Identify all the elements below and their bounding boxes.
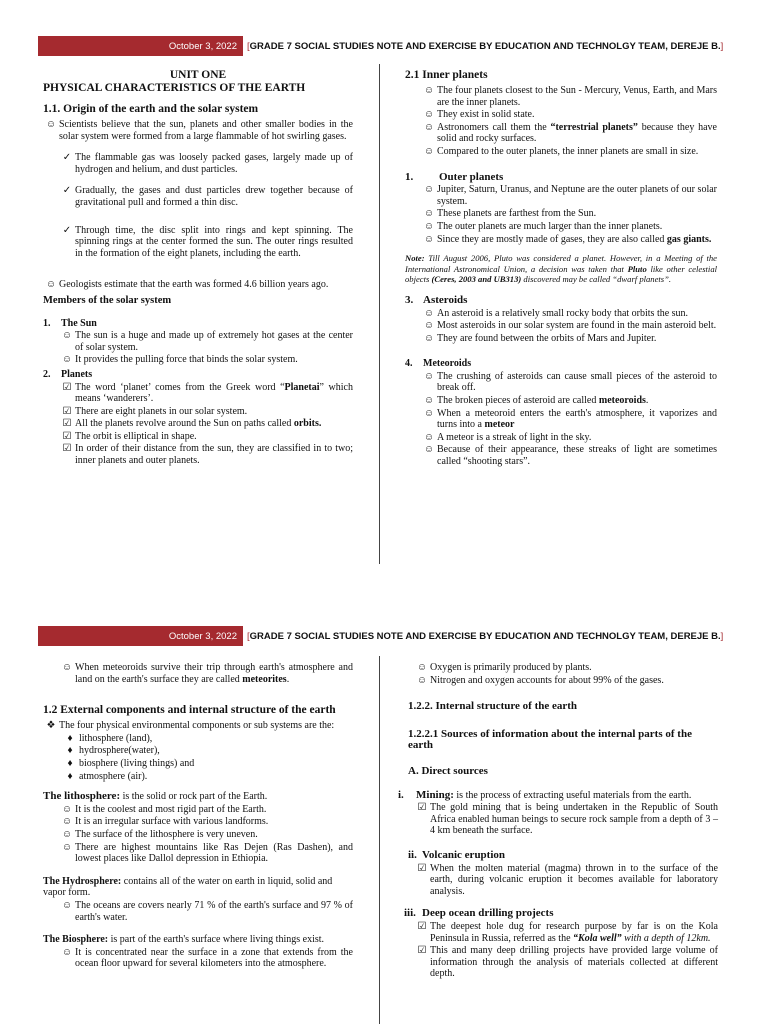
smiley-bullet-icon: ☺ — [61, 946, 73, 958]
smiley-bullet-icon: ☺ — [61, 354, 73, 366]
list-item: ☺ These planets are farthest from the Sun. — [405, 208, 717, 220]
list-item: ♦ biosphere (living things) and — [43, 758, 353, 770]
list-item: ☺ Most asteroids in our solar system are found in the main asteroid belt. — [405, 320, 717, 332]
list-item: ☺ Jupiter, Saturn, Uranus, and Neptune are the outer planets of our solar system. — [405, 184, 717, 207]
checkmark-bullet-icon: ✓ — [62, 224, 72, 236]
header-close-bracket: ] — [720, 40, 724, 52]
header-open-bracket: [ — [247, 630, 250, 642]
page1-left-column — [43, 69, 353, 468]
column-divider — [379, 656, 380, 1024]
smiley-bullet-icon: ☺ — [416, 662, 428, 673]
section-1-1-heading: 1.1. Origin of the earth and the solar system — [43, 103, 259, 115]
smiley-bullet-icon: ☺ — [423, 109, 435, 121]
numbered-heading-sun: 1. The Sun — [43, 317, 97, 329]
list-item: ☺ It is an irregular surface with various landforms. — [43, 816, 353, 828]
list-item: ☺ Oxygen is primarily produced by plants. — [398, 662, 718, 674]
smiley-bullet-icon: ☺ — [61, 803, 73, 815]
list-item: ✓ The flammable gas was loosely packed gases, largely made up of hydrogen and helium, and dust particles. — [43, 152, 353, 175]
list-item: ☑ The word ‘planet’ comes from the Greek word “Planetai” which means ‘wanderers’. — [43, 382, 353, 405]
direct-sources-heading: A. Direct sources — [408, 764, 488, 777]
list-item: ☺ Because of their appearance, these streaks of light are sometimes called “shooting stars”. — [405, 444, 717, 467]
checkbox-bullet-icon: ☑ — [417, 862, 427, 874]
list-item: ☑ All the planets revolve around the Sun on paths called orbits. — [43, 418, 353, 430]
pluto-note: Note: Till August 2006, Pluto was considered a planet. However, in a Meeting of the International Astronomical Union, a decision was taken that Pluto like other celestial objects (Ceres, 2003 and UB313) discovered may be called “dwarf planets”. — [405, 253, 718, 285]
list-item: ☑ The deepest hole dug for research purpose by far is on the Kola Peninsula in Russia, referred as the “Kola well” with a depth of 12km. — [398, 921, 718, 944]
list-item: ☺ It is concentrated near the surface in a zone that extends from the ocean floor upward for several kilometers into the atmosphere. — [43, 947, 353, 970]
smiley-bullet-icon: ☺ — [423, 395, 435, 407]
list-item: ☺ Scientists believe that the sun, planets and other smaller bodies in the solar system were formed from a large flammable of hot swirling gases. — [43, 119, 353, 142]
smiley-bullet-icon: ☺ — [423, 220, 435, 232]
unit-title: PHYSICAL CHARACTERISTICS OF THE EARTH — [43, 82, 306, 94]
list-item: ☺ A meteor is a streak of light in the sky. — [405, 432, 717, 444]
smiley-bullet-icon: ☺ — [423, 332, 435, 344]
smiley-bullet-icon: ☺ — [423, 208, 435, 220]
list-item: ☺ When meteoroids survive their trip through earth's atmosphere and land on the earth's surface they are called meteorites. — [43, 662, 353, 685]
drop-bullet-icon: ♦ — [67, 757, 73, 769]
smiley-bullet-icon: ☺ — [423, 307, 435, 319]
list-item: ☺ They are found between the orbits of Mars and Jupiter. — [405, 333, 717, 345]
list-item: ☑ In order of their distance from the sun, they are classified in to two; inner planets and outer planets. — [43, 443, 353, 466]
inner-planets-heading: 2.1 Inner planets — [405, 69, 488, 81]
section-1-2-heading: 1.2 External components and internal structure of the earth — [43, 704, 336, 717]
numbered-heading-meteoroids: 4. Meteoroids — [405, 358, 472, 370]
list-item: ☑ There are eight planets in our solar system. — [43, 406, 353, 418]
section-1-2-2-1-heading: 1.2.2.1 Sources of information about the internal parts of the earth — [408, 727, 692, 752]
header-title — [243, 626, 730, 646]
numbered-heading-planets: 2. Planets — [43, 368, 93, 380]
drilling-heading: iii. Deep ocean drilling projects — [404, 907, 554, 920]
smiley-bullet-icon: ☺ — [423, 320, 435, 332]
checkbox-bullet-icon: ☑ — [62, 405, 72, 417]
list-item: ☺ The crushing of asteroids can cause small pieces of the asteroid to break off. — [405, 371, 717, 394]
header-title-text: GRADE 7 SOCIAL STUDIES NOTE AND EXERCISE BY EDUCATION AND TECHNOLGY TEAM, DEREJE B. — [249, 40, 721, 52]
checkbox-bullet-icon: ☑ — [417, 802, 427, 814]
smiley-bullet-icon: ☺ — [61, 841, 73, 853]
hydrosphere-paragraph: The Hydrosphere: contains all of the water on earth in liquid, solid and vapor form. — [43, 875, 333, 899]
smiley-bullet-icon: ☺ — [416, 674, 428, 686]
list-item: ☺ Nitrogen and oxygen accounts for about 99% of the gases. — [398, 675, 718, 687]
header-date: October 3, 2022 — [38, 36, 243, 56]
smiley-bullet-icon: ☺ — [423, 444, 435, 456]
list-item: ☺ The outer planets are much larger than the inner planets. — [405, 221, 717, 233]
checkmark-bullet-icon: ✓ — [62, 185, 72, 197]
list-item: ☺ There are highest mountains like Ras Dejen (Ras Dashen), and lowest places like Dallol depression in Ethiopia. — [43, 842, 353, 865]
biosphere-paragraph: The Biosphere: is part of the earth's surface where living things exist. — [43, 934, 325, 946]
list-item: ☺ It is the coolest and most rigid part of the Earth. — [43, 804, 353, 816]
drop-bullet-icon: ♦ — [67, 770, 73, 782]
list-item: ☺ Compared to the outer planets, the inner planets are small in size. — [405, 146, 717, 158]
page-2 — [0, 626, 768, 1024]
list-item: ♦ atmosphere (air). — [43, 771, 353, 783]
smiley-bullet-icon: ☺ — [423, 370, 435, 382]
list-item: ☺ The sun is a huge and made up of extremely hot gases at the center of solar system. — [43, 330, 353, 353]
diamond-bullet-icon: ❖ — [46, 720, 56, 732]
list-item: ☺ Astronomers call them the “terrestrial planets” because they have solid and rocky surfaces. — [405, 122, 717, 145]
header-title-text: GRADE 7 SOCIAL STUDIES NOTE AND EXERCISE BY EDUCATION AND TECHNOLGY TEAM, DEREJE B. — [249, 630, 721, 642]
checkbox-bullet-icon: ☑ — [417, 945, 427, 957]
list-item: ☑ The orbit is elliptical in shape. — [43, 431, 353, 443]
list-item: ❖ The four physical environmental components or sub systems are the: — [43, 720, 353, 732]
page-header — [38, 36, 730, 56]
column-divider — [379, 64, 380, 564]
drop-bullet-icon: ♦ — [67, 745, 73, 757]
smiley-bullet-icon: ☺ — [61, 899, 73, 911]
lithosphere-paragraph: The lithosphere: is the solid or rock part of the Earth. — [43, 790, 268, 803]
list-item: ♦ lithosphere (land), — [43, 733, 353, 745]
checkbox-bullet-icon: ☑ — [417, 920, 427, 932]
list-item: ☺ The surface of the lithosphere is very uneven. — [43, 829, 353, 841]
smiley-bullet-icon: ☺ — [423, 184, 435, 196]
list-item: ✓ Gradually, the gases and dust particles drew together because of gravitational pull and formed a thin disc. — [43, 185, 353, 208]
smiley-bullet-icon: ☺ — [61, 662, 73, 673]
checkmark-bullet-icon: ✓ — [62, 152, 72, 164]
numbered-heading-asteroids: 3. Asteroids — [405, 293, 468, 306]
smiley-bullet-icon: ☺ — [423, 145, 435, 157]
list-item: ☑ When the molten material (magma) thrown in to the surface of the earth, during volcanic eruption it becomes available for laboratory analysis. — [398, 863, 718, 898]
smiley-bullet-icon: ☺ — [45, 279, 57, 291]
page1-right-column — [405, 69, 717, 469]
list-item: ☺ It provides the pulling force that binds the solar system. — [43, 354, 353, 366]
list-item: ☺ The broken pieces of asteroid are called meteoroids. — [405, 395, 717, 407]
header-open-bracket: [ — [247, 40, 250, 52]
smiley-bullet-icon: ☺ — [423, 121, 435, 133]
list-item: ✓ Through time, the disc split into rings and kept spinning. The spinning rings at the center formed the sun. The outer rings resulted in the formation of the eight planets, including the earth. — [43, 225, 353, 260]
list-item: ☺ They exist in solid state. — [405, 109, 717, 121]
header-close-bracket: ] — [720, 630, 724, 642]
page-header — [38, 626, 730, 646]
list-item: ☺ The oceans are covers nearly 71 % of the earth's surface and 97 % of earth's water. — [43, 900, 353, 923]
mining-paragraph: i. Mining: is the process of extracting useful materials from the earth. — [398, 788, 692, 801]
checkbox-bullet-icon: ☑ — [62, 418, 72, 430]
volcanic-heading: ii. Volcanic eruption — [408, 848, 506, 861]
list-item: ☺ An asteroid is a relatively small rocky body that orbits the sun. — [405, 308, 717, 320]
list-item: ☑ The gold mining that is being undertaken in the Republic of South Africa enabled human beings to secure rock sample from a depth of 3 – 4 km beneath the surface. — [398, 802, 718, 837]
page2-right-column — [398, 661, 718, 981]
checkbox-bullet-icon: ☑ — [62, 381, 72, 393]
list-item: ☺ Geologists estimate that the earth was formed 4.6 billion years ago. — [43, 279, 353, 291]
numbered-heading-outer-planets: 1. Outer planets — [405, 170, 504, 183]
list-item: ☺ Since they are mostly made of gases, they are also called gas giants. — [405, 234, 717, 246]
checkbox-bullet-icon: ☑ — [62, 443, 72, 455]
members-heading: Members of the solar system — [43, 294, 172, 306]
smiley-bullet-icon: ☺ — [61, 828, 73, 840]
unit-heading: UNIT ONE — [169, 69, 227, 81]
checkbox-bullet-icon: ☑ — [62, 430, 72, 442]
smiley-bullet-icon: ☺ — [423, 431, 435, 443]
smiley-bullet-icon: ☺ — [423, 407, 435, 419]
section-1-2-2-heading: 1.2.2. Internal structure of the earth — [408, 700, 578, 713]
smiley-bullet-icon: ☺ — [423, 233, 435, 245]
header-date: October 3, 2022 — [38, 626, 243, 646]
list-item: ☺ The four planets closest to the Sun - Mercury, Venus, Earth, and Mars are the inner planets. — [405, 85, 717, 108]
smiley-bullet-icon: ☺ — [45, 119, 57, 130]
smiley-bullet-icon: ☺ — [423, 85, 435, 96]
header-title — [243, 36, 730, 56]
list-item: ♦ hydrosphere(water), — [43, 745, 353, 757]
drop-bullet-icon: ♦ — [67, 732, 73, 744]
smiley-bullet-icon: ☺ — [61, 816, 73, 828]
smiley-bullet-icon: ☺ — [61, 330, 73, 342]
page2-left-column — [43, 661, 353, 971]
list-item: ☺ When a meteoroid enters the earth's atmosphere, it vaporizes and turns into a meteor — [405, 408, 717, 431]
list-item: ☑ This and many deep drilling projects have provided large volume of information through the analysis of materials collected at different depth. — [398, 945, 718, 980]
